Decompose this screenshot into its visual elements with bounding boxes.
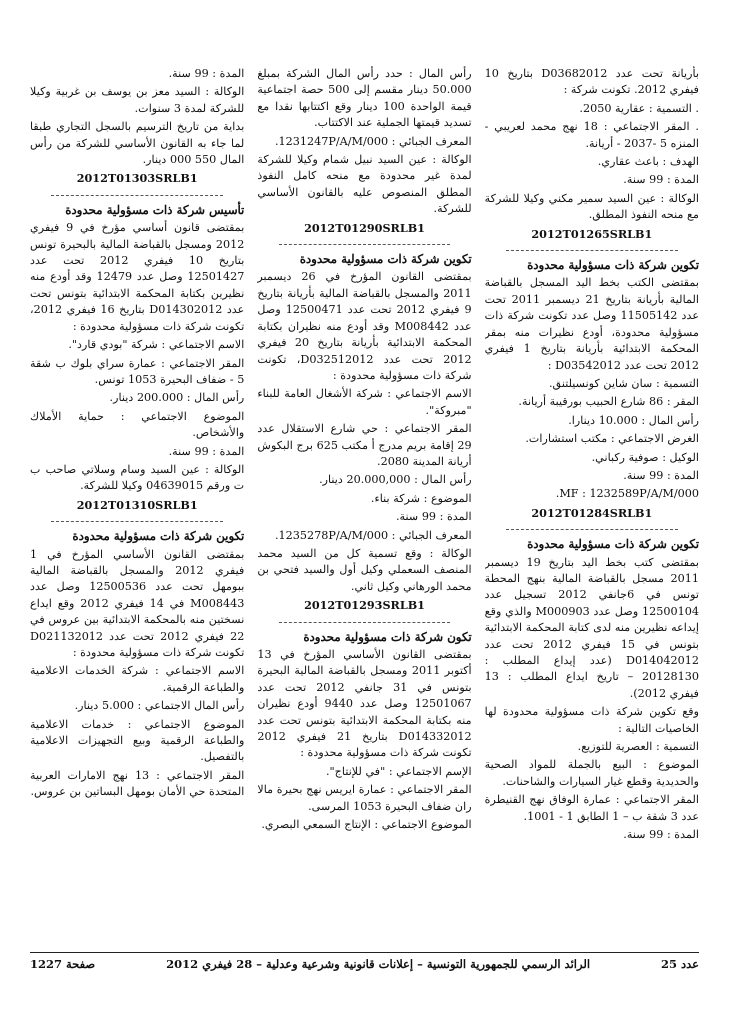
notice-heading: تكوين شركة ذات مسؤولية محدودة <box>527 258 699 273</box>
notice-paragraph: الموضوع : البيع بالجملة للمواد الصحية والحديدية وقطع غيار السيارات والشاحنات. <box>484 758 699 788</box>
issue-number: عدد 25 <box>660 957 699 971</box>
notice-paragraph: بمقتضى القانون الأساسي المؤرخ في 13 أكتوبر 2011 ومسجل بالقباضة المالية البحيرة بتونس في 31 جانفي 2012 تحت عدد 12501067 وصل عدد 9440 أودع نظيران منه بكتابة المحكمة الابتدائية بتونس تحت عدد D014332012 بتاريخ 21 فيفري 2012 تكونت شركة ذات مسؤولية محدودة : <box>257 648 472 760</box>
page-columns <box>30 66 699 946</box>
section-divider <box>51 521 222 522</box>
notice-paragraph: المقر الاجتماعي : حي شارع الاستقلال عدد 29 إقامة بريم مدرج أ مكتب 625 برج البكوش أريانة المدينة 2080. <box>257 422 472 468</box>
notice-paragraph: بداية من تاريخ الترسيم بالسجل التجاري طبقا لما جاء به القانون الأساسي للشركة من رأس المال 550 000 دينار. <box>30 120 245 167</box>
reference-code: 2012T01303SRLB1 <box>76 171 198 186</box>
notice-paragraph: الوكالة : عين السيد نبيل شمام وكيلا للشركة لمدة غير محدودة مع منحه كامل النفوذ المطلق المنصوص عليه بالقانون الأساسي للشركة. <box>257 153 472 216</box>
notice-paragraph: الاسم الاجتماعي : شركة الأشغال العامة للبناء "مبروكة". <box>257 387 472 417</box>
notice-paragraph: الإسم الاجتماعي : "في للإنتاج". <box>325 764 472 778</box>
notice-paragraph: رأس المال : 20.000,000 دينار. <box>319 473 472 487</box>
notice-paragraph: بمقتضى كتب بخط اليد بتاريخ 19 ديسمبر 2011 مسجل بالقباضة المالية بنهج المحطة تونس في 6جانفي 2012 تسجيل عدد 12500104 وصل عدد M000903 والذي وقع إيداعه نظيرين منه لدى كتابة المحكمة الابتدائية بتونس في 15 فيفري 2012 تحت عدد D014042012 (عدد إيداع المطلب : 20128130 – تاريخ ايداع المطلب : 13 فيفري 2012). <box>484 555 699 700</box>
notice-paragraph: الوكالة : السيد معز بن يوسف بن غربية وكيلا للشركة لمدة 3 سنوات. <box>30 85 245 115</box>
column-left <box>30 66 244 946</box>
notice-heading: تكون شركة ذات مسؤولية محدودة <box>303 629 472 644</box>
column-right <box>485 66 699 946</box>
notice-paragraph: الاسم الاجتماعي : شركة الخدمات الاعلامية والطباعة الرقمية. <box>30 664 245 694</box>
notice-paragraph: الموضوع الاجتماعي : الإنتاج السمعي البصري. <box>261 818 472 832</box>
notice-paragraph: الوكالة : عين السيد سمير مكني وكيلا للشركة مع منحه النفوذ المطلق. <box>484 191 699 222</box>
notice-paragraph: الاسم الاجتماعي : شركة "بودي قارد". <box>68 338 245 352</box>
notice-paragraph: المقر الاجتماعي : عمارة ايريس نهج بحيرة مالا ران ضفاف البحيرة 1053 المرسى. <box>257 783 472 813</box>
notice-paragraph: الوكالة : عين السيد وسام وسلاتي صاحب ب ت ورقم 04639015 وكيلا للشركة. <box>30 462 245 493</box>
page-footer <box>30 952 699 975</box>
notice-paragraph: بأريانة تحت عدد D03682012 بتاريخ 10 فيفري 2012. تكونت شركة : <box>484 67 699 97</box>
notice-paragraph: بمقتضى الكتب بخط اليد المسجل بالقباضة المالية بأريانة بتاريخ 21 ديسمبر 2011 تحت عدد 11505142 وصل عدد تكونت شركة ذات مسؤولية محدودة، أودع نظيرات منه بمقر المحكمة الابتدائية بأريانة بتاريخ 1 فيفري 2012 تحت عدد D03542012 : <box>484 276 699 372</box>
notice-paragraph: رأس المال : 200.000 دينار. <box>109 391 245 405</box>
reference-code: 2012T01293SRLB1 <box>304 598 425 613</box>
section-divider <box>51 195 222 196</box>
notice-paragraph: . التسمية : عقارية 2050. <box>579 101 699 115</box>
notice-paragraph: المدة : 99 سنة. <box>623 828 699 842</box>
notice-paragraph: رأس المال الاجتماعي : 5.000 دينار. <box>74 699 245 713</box>
notice-paragraph: المدة : 99 سنة. <box>623 173 699 187</box>
reference-code: 2012T01284SRLB1 <box>531 505 653 520</box>
notice-paragraph: الموضوع : شركة بناء. <box>370 491 472 505</box>
notice-paragraph: MF : 1232589P/A/M/000. <box>555 487 699 501</box>
notice-paragraph: . المقر الاجتماعي : 18 نهج محمد لعريبي - المنزه 5 -2037 - أريانة. <box>484 120 699 150</box>
reference-code: 2012T01310SRLB1 <box>76 497 198 512</box>
notice-paragraph: وقع تكوين شركة ذات مسؤولية محدودة لها الخاصيات التالية : <box>484 705 699 735</box>
notice-paragraph: رأس المال : 10.000 دينارا. <box>568 413 699 427</box>
notice-paragraph: التسمية : سان شاين كونسيلتنق. <box>548 376 699 390</box>
notice-heading: تكوين شركة ذات مسؤولية محدودة <box>299 252 472 267</box>
section-divider <box>279 622 450 623</box>
notice-paragraph: المقر الاجتماعي : عمارة سراي بلوك ب شقة 5 - ضفاف البحيرة 1053 تونس. <box>30 356 245 386</box>
notice-paragraph: المدة : 99 سنة. <box>168 67 245 80</box>
section-divider <box>506 250 677 251</box>
notice-paragraph: الهدف : باعث عقاري. <box>597 155 699 169</box>
reference-code: 2012T01290SRLB1 <box>304 220 425 235</box>
notice-heading: تكوين شركة ذات مسؤولية محدودة <box>527 537 699 552</box>
page-number: صفحة 1227 <box>30 957 96 971</box>
notice-paragraph: الوكيل : صوفية ركباني. <box>591 450 699 464</box>
notice-paragraph: رأس المال : حدد رأس المال الشركة بمبلغ 50.000 دينار مقسم إلى 500 حصة اجتماعية قيمة الواحدة 100 دينار وقع اكتتابها نقدا مع تسديد قيمتها الجملية عند الاكتتاب. <box>257 67 472 130</box>
notice-paragraph: بمقتضى القانون المؤرخ في 26 ديسمبر 2011 والمسجل بالقباضة المالية بأريانة بتاريخ 9 فيفري 2012 تحت عدد 12500471 وصل عدد M008442 وقد أودع منه نظيران بكتابة المحكمة الابتدائية بأريانة بتاريخ 20 فيفري 2012 تحت عدد D032512012، تكونت شركة ذات مسؤولية محدودة : <box>257 270 472 382</box>
notice-heading: تكوين شركة ذات مسؤولية محدودة <box>72 529 245 544</box>
notice-paragraph: المدة : 99 سنة. <box>395 510 472 524</box>
notice-heading: تأسيس شركة ذات مسؤولية محدودة <box>65 202 245 217</box>
notice-paragraph: بمقتضى القانون الأساسي المؤرخ في 1 فيفري 2012 والمسجل بالقباضة المالية ببومهل تحت عدد 12500536 وصل عدد M008443 في 14 فيفري 2012 وقع ايداع نسختين منه بالمحكمة الابتدائية بين عروس في 22 فيفري 2012 تحت عدد D021132012 تكونت شركة ذات مسؤولية محدودة : <box>30 547 245 659</box>
column-middle <box>257 66 471 946</box>
notice-paragraph: المقر الاجتماعي : عمارة الوفاق نهج القنيطرة عدد 3 شقة ب – 1 الطابق 1 - 1001. <box>484 793 699 823</box>
notice-paragraph: الغرض الاجتماعي : مكتب استشارات. <box>525 432 699 446</box>
notice-paragraph: المدة : 99 سنة. <box>623 468 699 482</box>
notice-paragraph: المدة : 99 سنة. <box>168 444 245 458</box>
notice-paragraph: المعرف الجبائي : 1231247P/A/M/000. <box>274 134 472 148</box>
journal-title: الرائد الرسمي للجمهورية التونسية – إعلانات قانونية وشرعية وعدلية – 28 فيفري 2012 <box>166 957 591 971</box>
reference-code: 2012T01265SRLB1 <box>531 226 653 241</box>
notice-paragraph: المقر : 86 شارع الحبيب بورقيبة أريانة. <box>518 395 699 409</box>
section-divider <box>506 529 677 530</box>
section-divider <box>279 244 450 245</box>
notice-paragraph: بمقتضى قانون أساسي مؤرخ في 9 فيفري 2012 ومسجل بالقباضة المالية بالبحيرة تونس بتاريخ 10 فيفري 2012 تحت عدد 12501427 وصل عدد 12479 وقد أودع منه نظيرين بكتابة المحكمة الابتدائية بتونس تحت عدد D014302012 بتاريخ 16 فيفري 2012، تكونت شركة ذات مسؤولية محدودة : <box>30 221 245 333</box>
notice-paragraph: المقر الاجتماعي : 13 نهج الامارات العربية المتحدة حي الأمان بومهل البساتين بن عروس. <box>30 768 245 799</box>
notice-paragraph: الموضوع الاجتماعي : خدمات الاعلامية والطباعة الرقمية وبيع التجهيزات الاعلامية بالتفصيل. <box>30 717 245 764</box>
notice-paragraph: المعرف الجبائي : 1235278P/A/M/000. <box>274 528 472 542</box>
notice-paragraph: التسمية : العصرية للتوزيع. <box>577 740 699 754</box>
notice-paragraph: الوكالة : وقع تسمية كل من السيد محمد المنصف السعملي وكيل أول والسيد فتحي بن محمد الورهاني وكيل ثاني. <box>257 546 472 593</box>
notice-paragraph: الموضوع الاجتماعي : حماية الأملاك والأشخاص. <box>30 409 245 440</box>
